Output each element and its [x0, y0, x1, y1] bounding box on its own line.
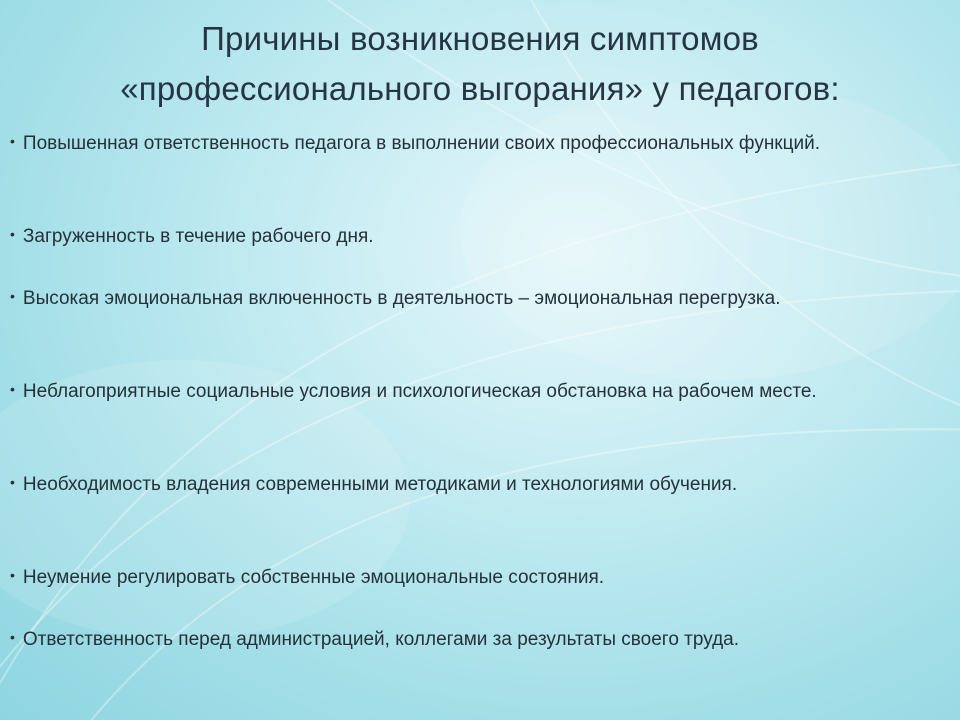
- list-item: [10, 376, 948, 438]
- list-item: [10, 128, 948, 190]
- bullet-icon: •: [10, 133, 15, 149]
- bullet-icon: •: [10, 381, 15, 397]
- bullet-icon: •: [10, 567, 15, 583]
- list-item-text: Высокая эмоциональная включенность в деятельность – эмоциональная перегрузка.: [22, 288, 781, 309]
- bullet-icon: •: [10, 226, 15, 242]
- slide-title: [40, 14, 920, 114]
- list-item: [10, 283, 948, 345]
- list-item: [10, 469, 948, 531]
- list-item-text: Загруженность в течение рабочего дня.: [22, 226, 374, 247]
- list-item: [10, 562, 948, 593]
- bullet-icon: •: [10, 629, 15, 645]
- list-item: [10, 624, 948, 655]
- list-item-text: Необходимость владения современными методиками и технологиями обучения.: [22, 474, 738, 495]
- list-item-text: Ответственность перед администрацией, коллегами за результаты своего труда.: [22, 629, 740, 650]
- causes-list: [10, 128, 948, 655]
- slide-title-line-1: Причины возникновения симптомов: [201, 20, 759, 57]
- list-item: [10, 221, 948, 252]
- list-item-text: Неумение регулировать собственные эмоциональные состояния.: [22, 567, 605, 588]
- slide-title-line-2: «профессионального выгорания» у педагогов:: [120, 70, 840, 107]
- list-item-text: Повышенная ответственность педагога в выполнении своих профессиональных функций.: [22, 133, 821, 154]
- bullet-icon: •: [10, 288, 15, 304]
- list-item-text: Неблагоприятные социальные условия и психологическая обстановка на рабочем месте.: [22, 381, 817, 402]
- bullet-icon: •: [10, 474, 15, 490]
